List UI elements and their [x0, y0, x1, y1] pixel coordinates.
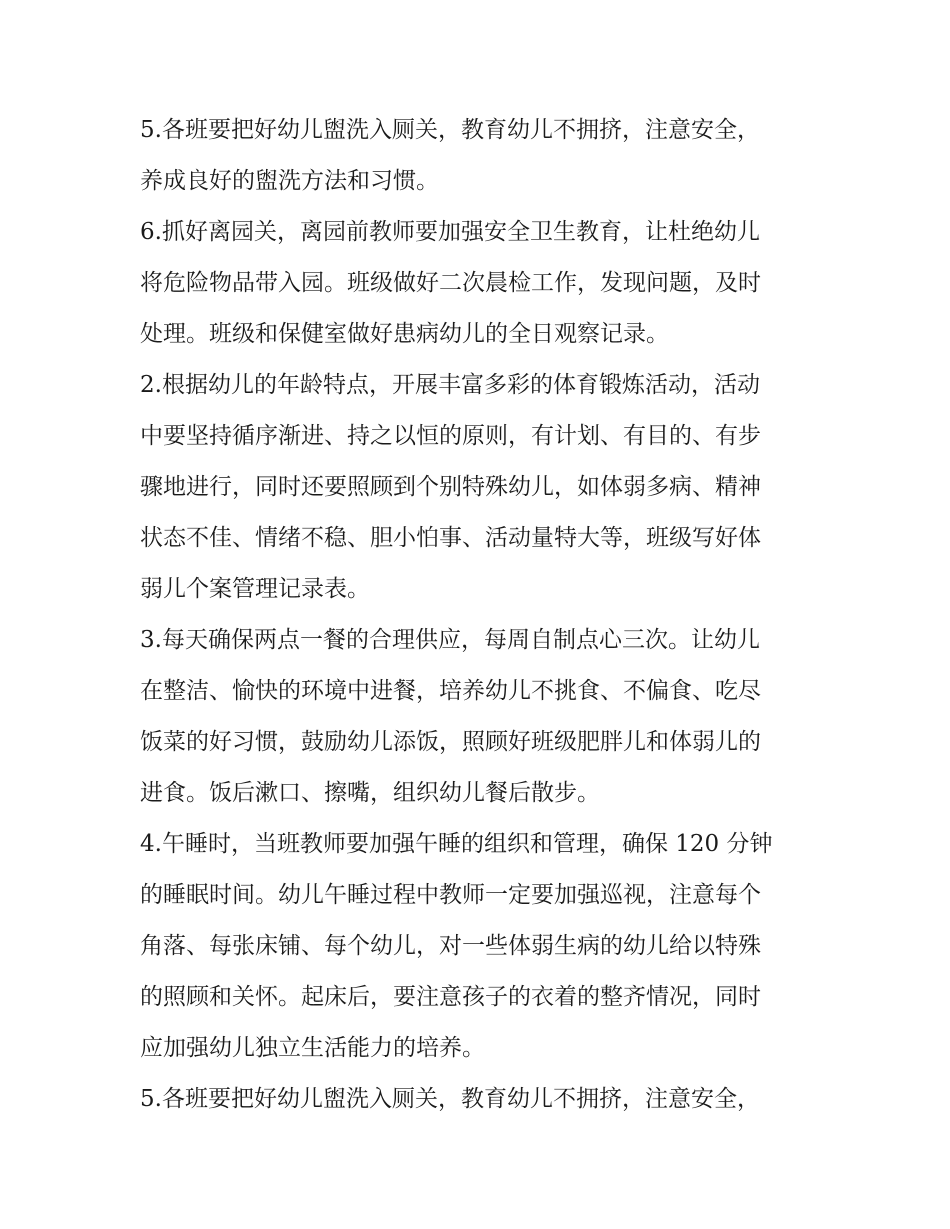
- text-line: 弱儿个案管理记录表。: [140, 576, 370, 602]
- document-body: [140, 105, 820, 1125]
- text-line: 5.各班要把好幼儿盥洗入厕关，教育幼儿不拥挤，注意安全，: [140, 1086, 760, 1112]
- text-line: 将危险物品带入园。班级做好二次晨检工作，发现问题，及时: [140, 270, 761, 296]
- text-line: 6.抓好离园关，离园前教师要加强安全卫生教育，让杜绝幼儿: [140, 219, 760, 245]
- text-line: 应加强幼儿独立生活能力的培养。: [140, 1035, 485, 1061]
- text-line: 的照顾和关怀。起床后，要注意孩子的衣着的整齐情况，同时: [140, 984, 761, 1010]
- text-line: 饭菜的好习惯，鼓励幼儿添饭，照顾好班级肥胖儿和体弱儿的: [140, 729, 761, 755]
- text-line: 中要坚持循序渐进、持之以恒的原则，有计划、有目的、有步: [140, 423, 761, 449]
- text-line: 的睡眠时间。幼儿午睡过程中教师一定要加强巡视，注意每个: [140, 882, 761, 908]
- text-line: 2.根据幼儿的年龄特点，开展丰富多彩的体育锻炼活动，活动: [140, 372, 760, 398]
- text-line: 状态不佳、情绪不稳、胆小怕事、活动量特大等，班级写好体: [140, 525, 761, 551]
- text-line: 在整洁、愉快的环境中进餐，培养幼儿不挑食、不偏食、吃尽: [140, 678, 761, 704]
- text-line: 处理。班级和保健室做好患病幼儿的全日观察记录。: [140, 321, 669, 347]
- text-line: 进食。饭后漱口、擦嘴，组织幼儿餐后散步。: [140, 780, 600, 806]
- text-line: 5.各班要把好幼儿盥洗入厕关，教育幼儿不拥挤，注意安全，: [140, 117, 760, 143]
- text-line: 3.每天确保两点一餐的合理供应，每周自制点心三次。让幼儿: [140, 627, 760, 653]
- text-line: 4.午睡时，当班教师要加强午睡的组织和管理，确保 120 分钟: [140, 831, 773, 857]
- text-line: 角落、每张床铺、每个幼儿，对一些体弱生病的幼儿给以特殊: [140, 933, 761, 959]
- text-line: 养成良好的盥洗方法和习惯。: [140, 168, 439, 194]
- text-line: 骤地进行，同时还要照顾到个别特殊幼儿，如体弱多病、精神: [140, 474, 761, 500]
